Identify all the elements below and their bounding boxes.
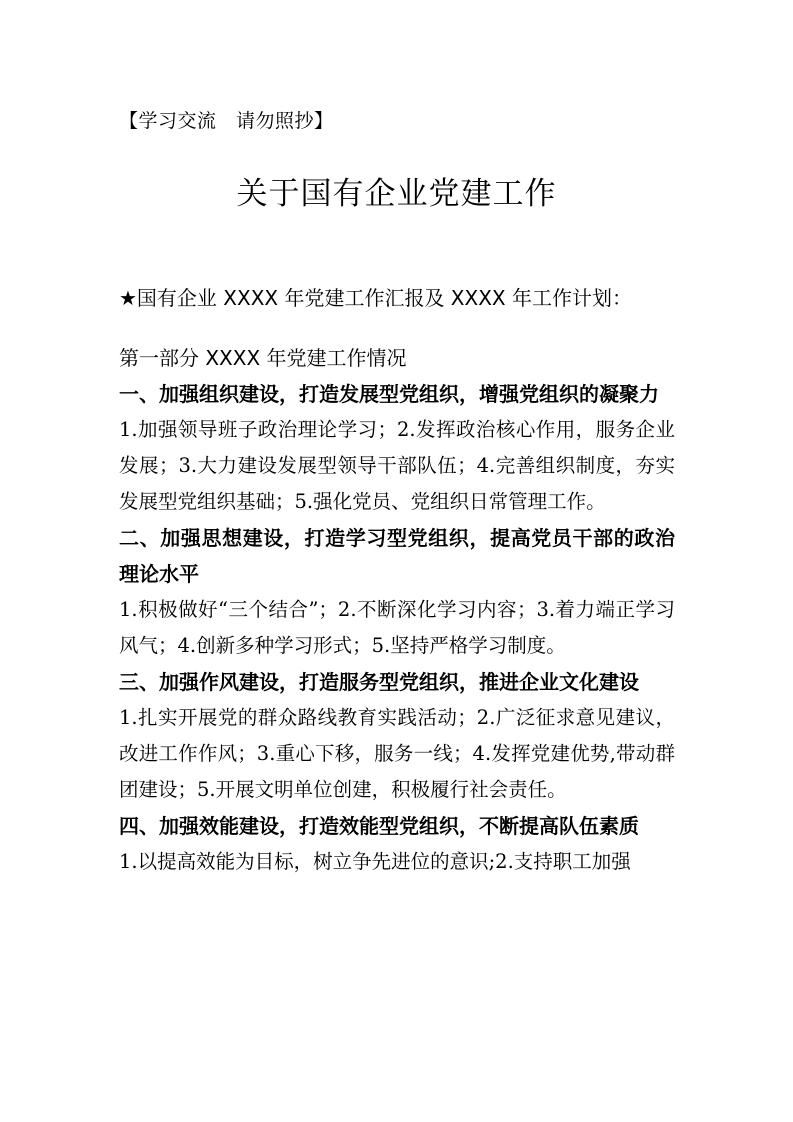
section-4 [119,808,675,880]
section-1 [119,376,675,520]
section-2 [119,520,675,664]
section-body: 1.以提高效能为目标，树立争先进位的意识;2.支持职工加强 [119,850,631,873]
study-note: 【学习交流 请勿照抄】 [119,110,334,132]
section-heading: 一、加强组织建设，打造发展型党组织，增强党组织的凝聚力 [119,382,659,406]
report-subtitle: ★国有企业 XXXX 年党建工作汇报及 XXXX 年工作计划： [119,286,632,310]
section-3 [119,664,675,808]
section-body: 1.加强领导班子政治理论学习；2.发挥政治核心作用，服务企业发展；3.大力建设发展型领导干部队伍；4.完善组织制度，夯实发展型党组织基础；5.强化党员、党组织日常管理工作。 [119,418,675,513]
section-heading: 三、加强作风建设，打造服务型党组织，推进企业文化建设 [119,670,639,694]
section-heading: 二、加强思想建设，打造学习型党组织，提高党员干部的政治理论水平 [119,526,675,586]
section-body: 1.扎实开展党的群众路线教育实践活动；2.广泛征求意见建议，改进工作作风；3.重心下移，服务一线；4.发挥党建优势,带动群团建设；5.开展文明单位创建，积极履行社会责任。 [119,706,675,801]
section-heading: 四、加强效能建设，打造效能型党组织，不断提高队伍素质 [119,814,639,838]
document-title: 关于国有企业党建工作 [236,176,557,212]
part-heading: 第一部分 XXXX 年党建工作情况 [119,346,407,370]
section-body: 1.积极做好“三个结合”；2.不断深化学习内容；3.着力端正学习风气；4.创新多种学习形式；5.坚持严格学习制度。 [119,598,675,657]
document-content [119,280,675,880]
